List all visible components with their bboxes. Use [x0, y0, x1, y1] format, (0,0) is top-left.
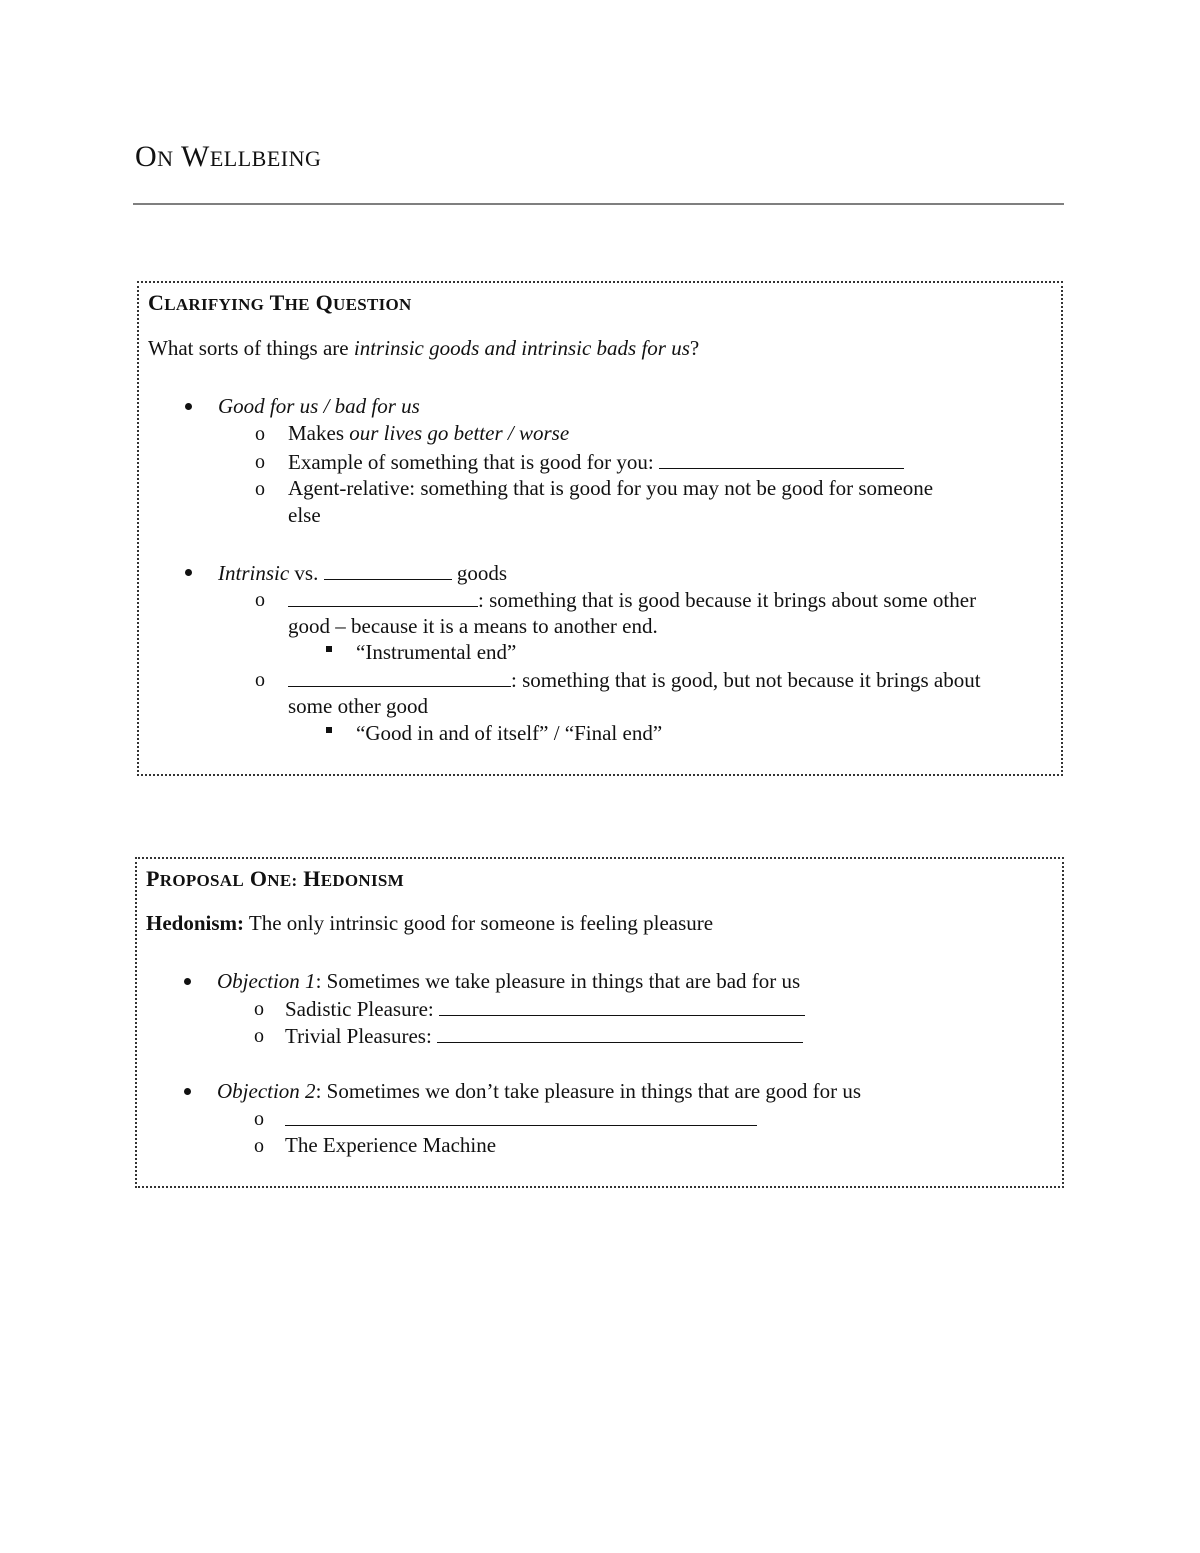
bullet-square [326, 646, 332, 652]
sub-intrinsic-def: : something that is good, but not because it brings about [288, 666, 981, 693]
section-heading-hedonism: PROPOSAL ONE: HEDONISM [146, 866, 405, 891]
sub-agent-relative: Agent-relative: something that is good for you may not be good for someone [288, 476, 934, 500]
sub-agent-relative-cont: else [288, 503, 321, 527]
bullet-circle: o [254, 1135, 264, 1157]
bullet-circle: o [255, 589, 265, 611]
bullet-good-for-us: Good for us / bad for us [218, 394, 420, 418]
objection-1: Objection 1: Sometimes we take pleasure in things that are bad for us [217, 969, 801, 993]
sub-intrinsic-def-cont: some other good [288, 694, 428, 718]
fill-in-blank[interactable] [437, 1022, 803, 1043]
sub-instrumental-def-cont: good – because it is a means to another end. [288, 614, 658, 638]
page-title: ON WELLBEING [135, 140, 322, 173]
sub-trivial-pleasures: Trivial Pleasures: [285, 1022, 803, 1049]
sub-example-good: Example of something that is good for you: [288, 448, 904, 475]
bullet-circle: o [255, 669, 265, 691]
sub-blank-line [285, 1105, 757, 1132]
quote-final-end: “Good in and of itself” / “Final end” [356, 721, 663, 745]
fill-in-blank[interactable] [659, 448, 904, 469]
bullet-circle: o [255, 451, 265, 473]
bullet-intrinsic-vs: Intrinsic vs. goods [218, 561, 508, 585]
bullet-circle: o [254, 1108, 264, 1130]
title-divider [133, 203, 1064, 205]
hedonism-definition: Hedonism: The only intrinsic good for someone is feeling pleasure [146, 911, 714, 935]
fill-in-blank[interactable] [288, 666, 511, 687]
fill-in-blank[interactable] [288, 586, 478, 607]
bullet-dot [184, 978, 191, 985]
fill-in-blank[interactable] [324, 559, 452, 580]
quote-instrumental-end: “Instrumental end” [356, 640, 517, 664]
bullet-circle: o [254, 1025, 264, 1047]
sub-experience-machine: The Experience Machine [285, 1133, 497, 1157]
objection-2: Objection 2: Sometimes we don’t take pleasure in things that are good for us [217, 1079, 862, 1103]
bullet-dot [185, 403, 192, 410]
bullet-circle: o [255, 423, 265, 445]
bullet-circle: o [255, 478, 265, 500]
sub-sadistic-pleasure: Sadistic Pleasure: [285, 995, 805, 1022]
fill-in-blank[interactable] [439, 995, 805, 1016]
bullet-circle: o [254, 998, 264, 1020]
bullet-dot [185, 569, 192, 576]
sub-makes-lives: Makes our lives go better / worse [288, 421, 570, 445]
bullet-dot [184, 1088, 191, 1095]
fill-in-blank[interactable] [285, 1105, 757, 1126]
bullet-square [326, 727, 332, 733]
sub-instrumental-def: : something that is good because it brings about some other [288, 586, 976, 613]
question-text: What sorts of things are intrinsic goods and intrinsic bads for us? [148, 336, 700, 360]
section-heading-clarifying: CLARIFYING THE QUESTION [148, 290, 412, 315]
